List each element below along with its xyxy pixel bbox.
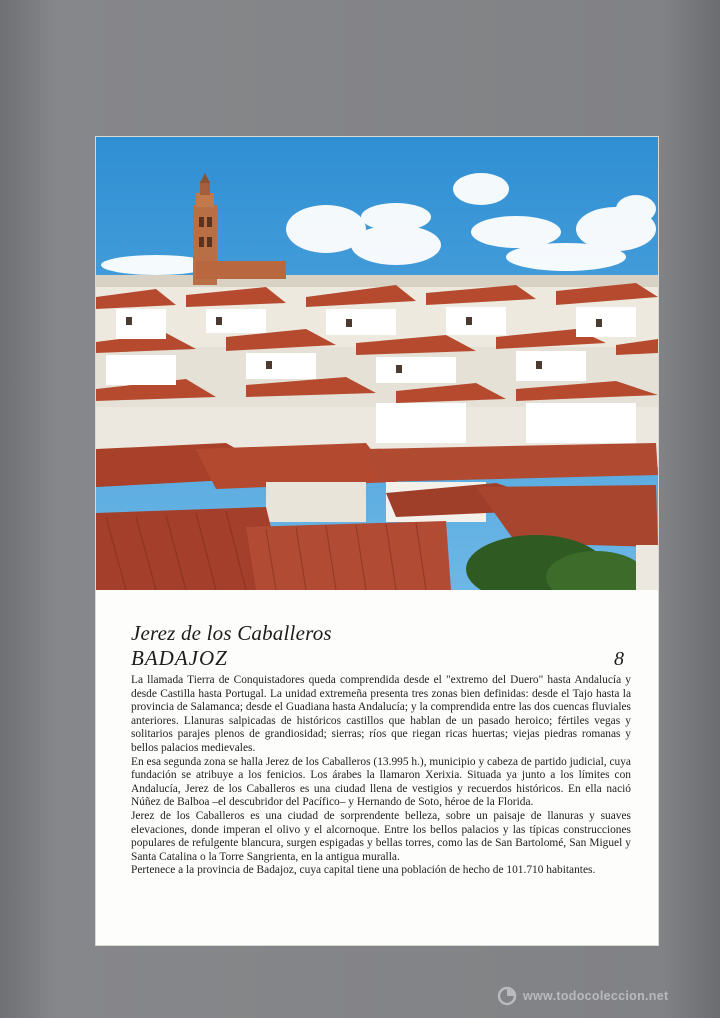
province-name: BADAJOZ [131,646,228,670]
paragraph: La llamada Tierra de Conquistadores queda comprendida desde el "extremo del Duero" hasta Andalucía y desde Castilla hasta Portugal. La unidad extremeña presenta tres zonas bien definidas: desde el Tajo hasta la provincia de Salamanca; desde el Guadiana hasta Andalucía; y la comprendida entre las dos cuencas fluviales anteriores. Llanuras salpicadas de históricos castillos que hablan de un pasado heroico; fértiles vegas y solitarios parajes plenos de grandiosidad; sierras; ríos que riegan ricas huertas; viejas piedras romanas y bellos palacios medievales. [131,674,631,754]
description-text [131,674,631,878]
town-title: Jerez de los Caballeros [131,621,332,645]
paragraph: Jerez de los Caballeros es una ciudad de sorprendente belleza, sobre un paisaje de llanuras y suaves elevaciones, donde imperan el olivo y el alcornoque. Entre los bellos palacios y las típicas construcciones populares de refulgente blancura, surgen espigadas y bellas torres, como las de San Bartolomé, San Miguel y Santa Catalina o la Torre Sangrienta, en la antigua muralla. [131,809,631,863]
town-photo [96,137,658,590]
paragraph: Pertenece a la provincia de Badajoz, cuya capital tiene una población de hecho de 101.710 habitantes. [131,864,596,877]
todocoleccion-logo-icon [497,986,517,1006]
watermark-text: www.todocoleccion.net [523,989,669,1003]
card-number: 8 [614,648,624,670]
watermark [497,986,668,1006]
paragraph: En esa segunda zona se halla Jerez de los Caballeros (13.995 h.), municipio y cabeza de partido judicial, cuya fundación se atribuye a los fenicios. Los árabes la llamaron Xerixia. Situada ya junto a los límites con Andalucía, Jerez de los Caballeros es una ciudad llena de vestigios y recuerdos históricos. En ella nació Núñez de Balboa –el descubridor del Pacífico– y Hernando de Soto, héroe de la Florida. [131,755,631,809]
